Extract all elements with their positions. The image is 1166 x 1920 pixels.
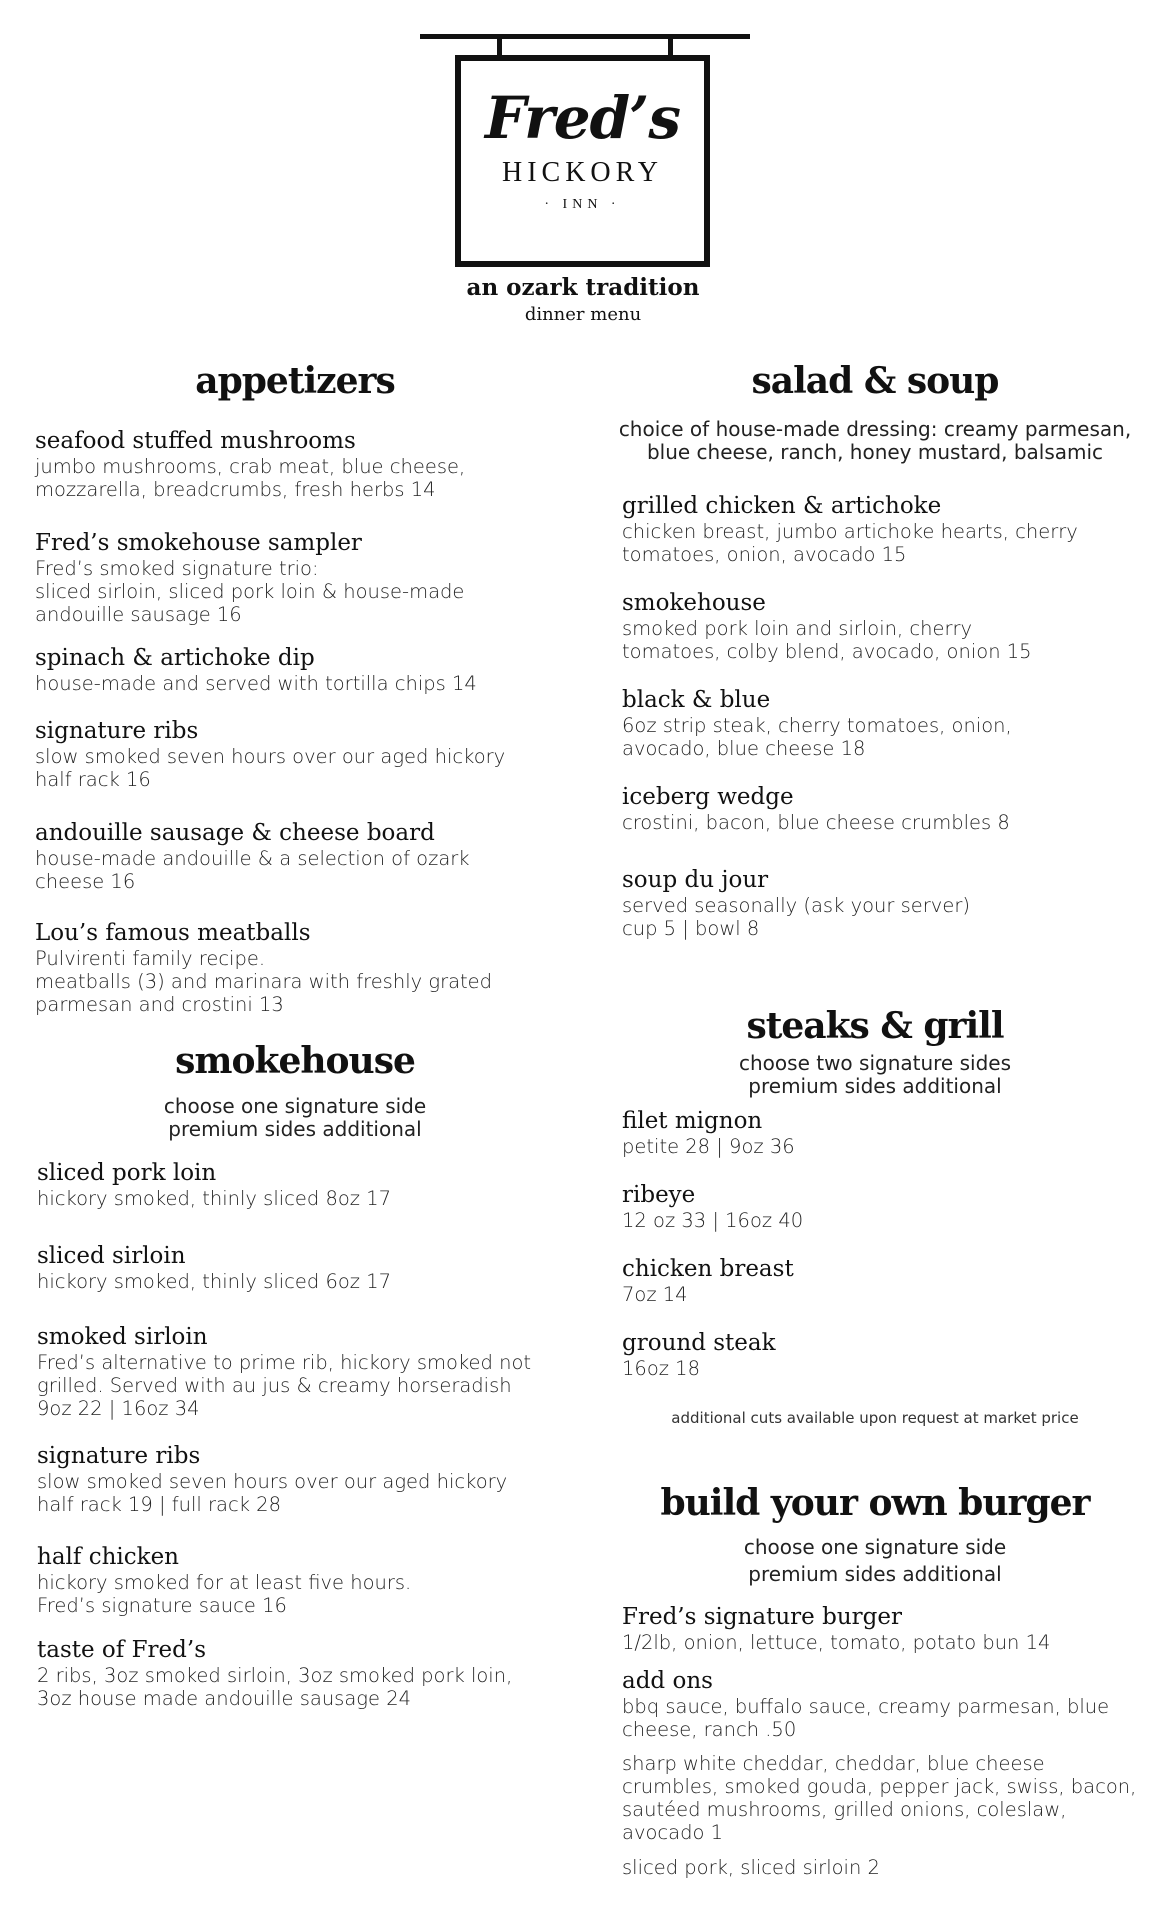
menu-item <box>37 1243 607 1293</box>
steaks-title: steaks & grill <box>746 1005 1004 1047</box>
burger-title: build your own burger <box>660 1482 1090 1524</box>
item-name: smokehouse <box>622 590 766 616</box>
menu-item <box>35 530 605 626</box>
item-desc: petite 28 | 9oz 36 <box>622 1135 795 1158</box>
menu-item <box>35 645 605 695</box>
logo-inn: · INN · <box>544 197 621 212</box>
item-desc: served seasonally (ask your server) cup 5 | bowl 8 <box>622 894 970 940</box>
menu-item <box>622 1256 1166 1306</box>
menu-item <box>622 1604 1166 1654</box>
menu-item <box>37 1324 607 1420</box>
menu-item <box>622 1182 1166 1232</box>
item-desc: hickory smoked, thinly sliced 6oz 17 <box>37 1270 392 1293</box>
menu-item <box>37 1160 607 1210</box>
item-name: signature ribs <box>37 1443 201 1469</box>
menu-item <box>622 867 1166 940</box>
item-desc: Fred’s smoked signature trio: sliced sirloin, sliced pork loin & house-made andouille sausage 16 <box>35 557 465 626</box>
item-name: spinach & artichoke dip <box>35 645 315 671</box>
item-desc: Pulvirenti family recipe. meatballs (3) and marinara with freshly grated parmesan and crostini 13 <box>35 947 493 1016</box>
item-desc: slow smoked seven hours over our aged hickory half rack 16 <box>35 745 506 791</box>
menu-item <box>35 920 605 1016</box>
item-name: filet mignon <box>622 1108 763 1134</box>
item-desc: 6oz strip steak, cherry tomatoes, onion, avocado, blue cheese 18 <box>622 714 1012 760</box>
item-desc: hickory smoked, thinly sliced 8oz 17 <box>37 1187 392 1210</box>
menu-label: dinner menu <box>524 304 642 325</box>
menu-item <box>622 687 1166 760</box>
salad-soup-title: salad & soup <box>751 360 999 402</box>
item-name: chicken breast <box>622 1256 794 1282</box>
menu-item <box>35 820 605 893</box>
steaks-note: choose two signature sides premium sides additional <box>739 1051 1011 1098</box>
menu-item <box>37 1443 607 1516</box>
menu-item <box>622 1330 1166 1380</box>
smokehouse-title: smokehouse <box>175 1040 415 1082</box>
item-desc: jumbo mushrooms, crab meat, blue cheese, mozzarella, breadcrumbs, fresh herbs 14 <box>35 455 466 501</box>
logo-sub: HICKORY <box>501 157 663 188</box>
item-name: Fred’s signature burger <box>622 1604 902 1630</box>
item-name: seafood stuffed mushrooms <box>35 428 356 454</box>
item-desc: hickory smoked for at least five hours. Fred’s signature sauce 16 <box>37 1571 412 1617</box>
menu-item <box>37 1637 607 1710</box>
item-name: signature ribs <box>35 718 199 744</box>
item-name: taste of Fred’s <box>37 1637 206 1663</box>
item-name: Lou’s famous meatballs <box>35 920 311 946</box>
item-desc: Fred’s alternative to prime rib, hickory smoked not grilled. Served with au jus & creamy horseradish 9oz 22 | 16oz 34 <box>37 1351 532 1420</box>
item-name: add ons <box>622 1668 713 1694</box>
salad-soup-note: choice of house-made dressing: creamy parmesan, blue cheese, ranch, honey mustard, balsamic <box>618 417 1132 464</box>
item-name: sliced pork loin <box>37 1160 217 1186</box>
item-name: ground steak <box>622 1330 776 1356</box>
item-desc: crostini, bacon, blue cheese crumbles 8 <box>622 811 1010 834</box>
sign-bar <box>420 34 750 39</box>
menu-item <box>35 718 605 791</box>
item-name: iceberg wedge <box>622 784 794 810</box>
item-desc: chicken breast, jumbo artichoke hearts, cherry tomatoes, onion, avocado 15 <box>622 520 1078 566</box>
burger-extras-cheese <box>622 1752 1166 1844</box>
menu-item <box>622 784 1166 834</box>
item-desc: slow smoked seven hours over our aged hickory half rack 19 | full rack 28 <box>37 1470 508 1516</box>
menu-item <box>37 1544 607 1617</box>
item-name: sliced sirloin <box>37 1243 186 1269</box>
item-desc: 12 oz 33 | 16oz 40 <box>622 1209 804 1232</box>
item-name: half chicken <box>37 1544 179 1570</box>
item-name: black & blue <box>622 687 771 713</box>
item-desc: bbq sauce, buffalo sauce, creamy parmesan, blue cheese, ranch .50 <box>622 1695 1110 1741</box>
item-desc: smoked pork loin and sirloin, cherry tomatoes, colby blend, avocado, onion 15 <box>622 617 1032 663</box>
item-desc: sharp white cheddar, cheddar, blue cheese crumbles, smoked gouda, pepper jack, swiss, bacon, sautéed mushrooms, grilled onions, coleslaw, avocado 1 <box>622 1752 1137 1844</box>
item-desc: house-made andouille & a selection of ozark cheese 16 <box>35 847 470 893</box>
item-desc: sliced pork, sliced sirloin 2 <box>622 1856 880 1879</box>
appetizers-title: appetizers <box>195 360 395 402</box>
item-desc: 2 ribs, 3oz smoked sirloin, 3oz smoked pork loin, 3oz house made andouille sausage 24 <box>37 1664 513 1710</box>
item-desc: 1/2lb, onion, lettuce, tomato, potato bun 14 <box>622 1631 1051 1654</box>
item-name: smoked sirloin <box>37 1324 208 1350</box>
menu-item <box>35 428 605 501</box>
menu-item <box>622 493 1166 566</box>
logo-sign <box>455 55 710 267</box>
item-name: Fred’s smokehouse sampler <box>35 530 362 556</box>
menu-item <box>622 1668 1166 1741</box>
logo-name: Fred’s <box>484 84 681 152</box>
item-desc: 7oz 14 <box>622 1283 688 1306</box>
steaks-footnote: additional cuts available upon request at market price <box>671 1409 1079 1427</box>
item-name: grilled chicken & artichoke <box>622 493 942 519</box>
item-name: andouille sausage & cheese board <box>35 820 435 846</box>
smokehouse-note: choose one signature side premium sides additional <box>163 1094 427 1141</box>
burger-extras-meat <box>622 1856 1166 1879</box>
item-name: ribeye <box>622 1182 696 1208</box>
menu-item <box>622 590 1166 663</box>
item-name: soup du jour <box>622 867 769 893</box>
burger-note: choose one signature side premium sides additional <box>743 1535 1007 1586</box>
item-desc: house-made and served with tortilla chips 14 <box>35 672 477 695</box>
menu-item <box>622 1108 1166 1158</box>
item-desc: 16oz 18 <box>622 1357 700 1380</box>
tagline: an ozark tradition <box>466 274 700 301</box>
